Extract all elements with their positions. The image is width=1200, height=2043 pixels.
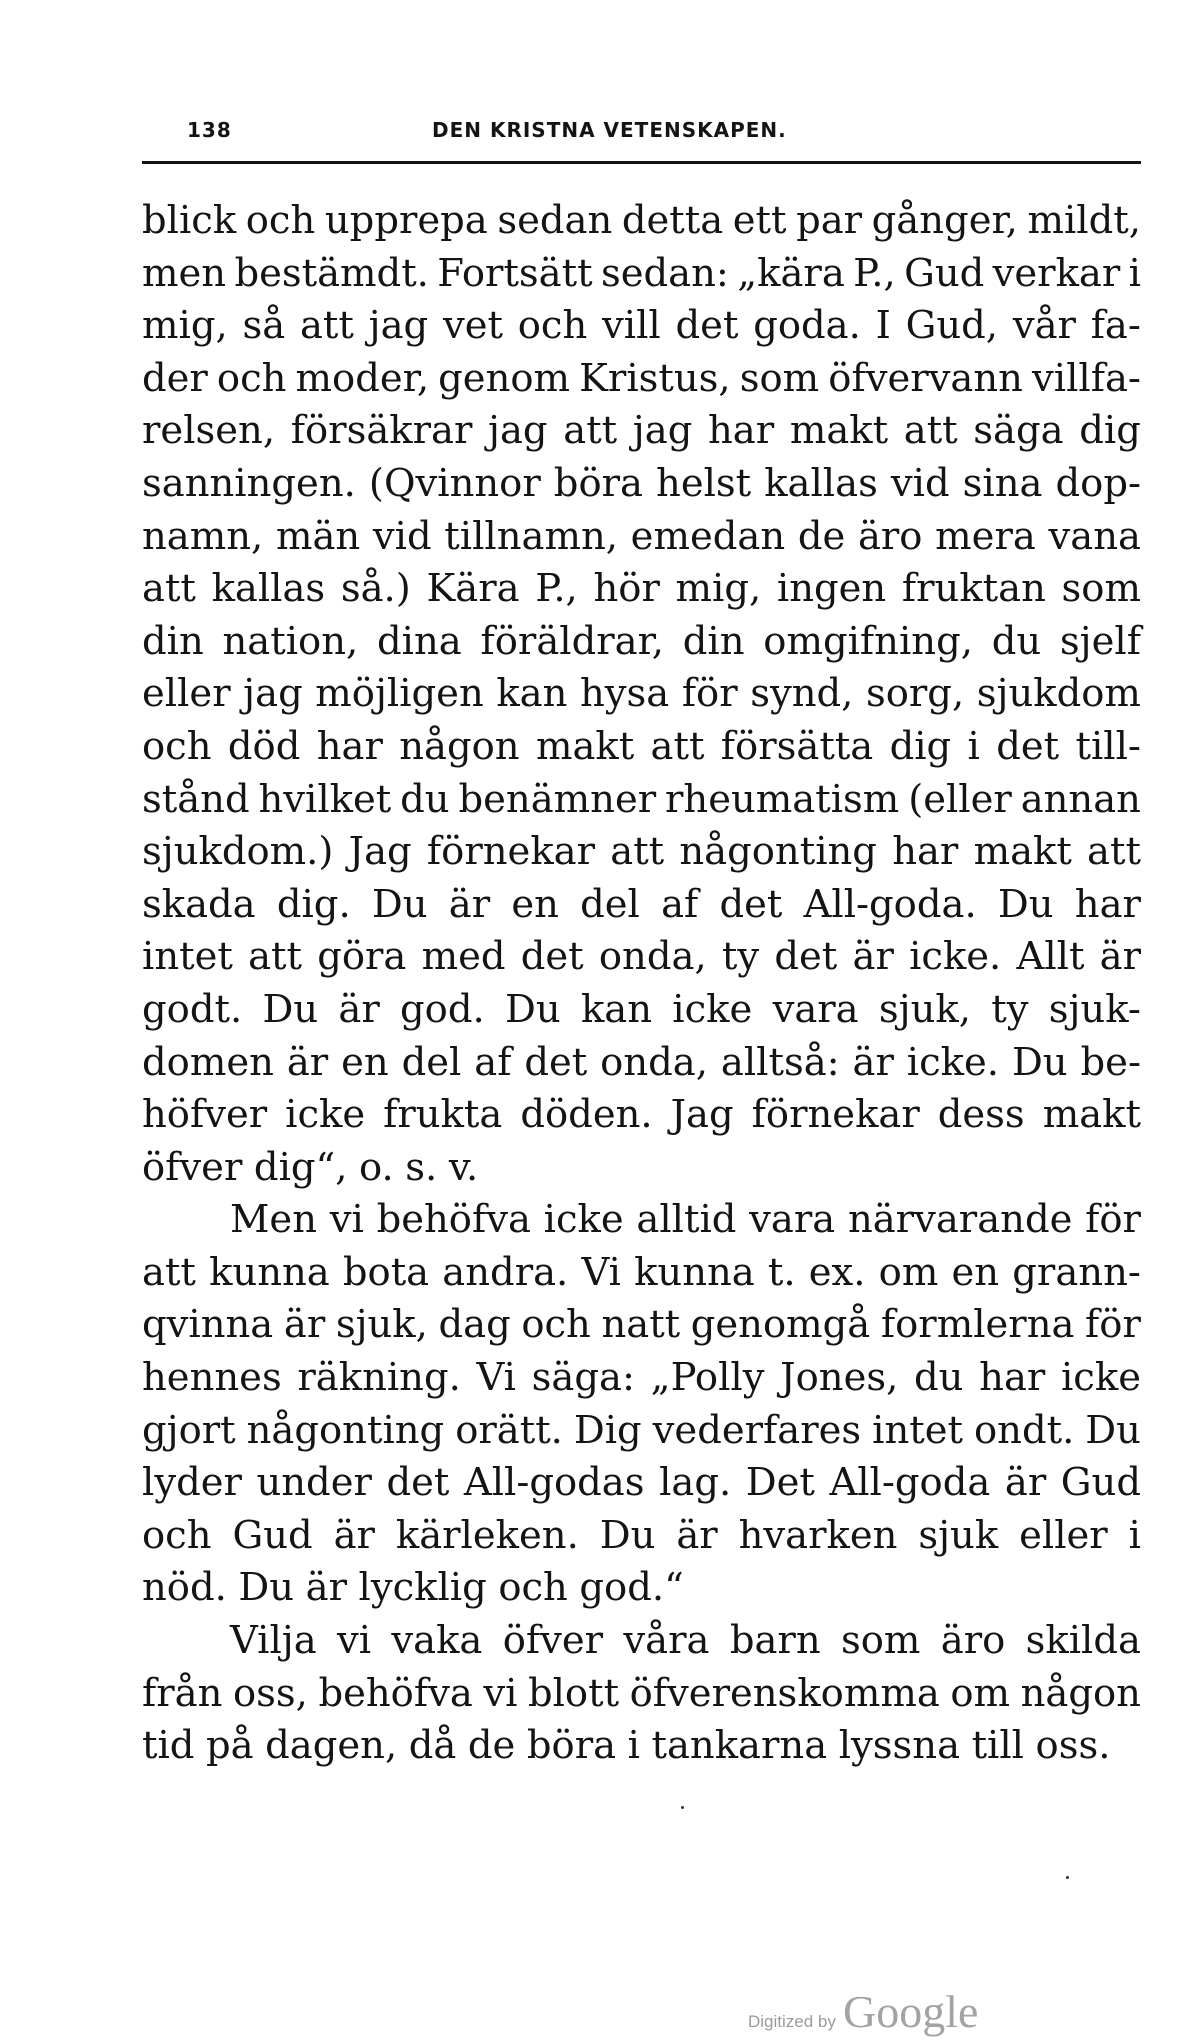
text-line: öfver dig“, o. s. v.	[142, 1144, 479, 1190]
text-line: eller jag möjligen kan hysa för synd, sorg, sjukdom	[142, 671, 1141, 717]
running-title: DEN KRISTNA VETENSKAPEN.	[432, 118, 787, 142]
text-line: från oss, behöfva vi blott öfverenskomma om någon	[142, 1670, 1141, 1716]
text-line: höfver icke frukta döden. Jag förnekar dess makt	[142, 1092, 1141, 1138]
watermark-brand: Google	[842, 1986, 979, 2037]
text-line: godt. Du är god. Du kan icke vara sjuk, ty sjuk-	[142, 986, 1141, 1032]
text-line: skada dig. Du är en del af det All-goda. Du har	[142, 881, 1141, 927]
text-line: relsen, försäkrar jag att jag har makt att säga dig	[142, 408, 1141, 454]
text-line: qvinna är sjuk, dag och natt genomgå formlerna för	[142, 1302, 1141, 1348]
text-line: namn, män vid tillnamn, emedan de äro mera vana	[142, 513, 1141, 559]
page-header	[142, 112, 1141, 152]
text-line: intet att göra med det onda, ty det är icke. Allt är	[142, 934, 1141, 980]
watermark-prefix: Digitized by	[748, 2012, 836, 2031]
scan-speck	[1066, 1876, 1069, 1879]
text-line: der och moder, genom Kristus, som öfvervann villfa-	[142, 355, 1141, 401]
scan-speck	[681, 1806, 684, 1809]
text-line: blick och upprepa sedan detta ett par gånger, mildt,	[142, 198, 1141, 243]
text-line: och Gud är kärleken. Du är hvarken sjuk eller i	[142, 1512, 1141, 1558]
text-line: stånd hvilket du benämner rheumatism (eller annan	[142, 776, 1141, 822]
body-text	[142, 195, 1141, 1773]
text-line: att kallas så.) Kära P., hör mig, ingen fruktan som	[142, 566, 1141, 612]
text-line: men bestämdt. Fortsätt sedan: „kära P., Gud verkar i	[142, 250, 1141, 296]
digitized-watermark	[748, 1985, 978, 2038]
text-line: sanningen. (Qvinnor böra helst kallas vid sina dop-	[142, 460, 1141, 506]
page-number: 138	[187, 118, 232, 142]
text-line: sjukdom.) Jag förnekar att någonting har makt att	[142, 829, 1141, 875]
text-line: mig, så att jag vet och vill det goda. I Gud, vår fa-	[142, 303, 1141, 349]
text-line: domen är en del af det onda, alltså: är icke. Du be-	[142, 1039, 1141, 1085]
text-line: nöd. Du är lycklig och god.“	[142, 1565, 684, 1611]
header-rule	[142, 161, 1141, 164]
text-line: hennes räkning. Vi säga: „Polly Jones, du har icke	[142, 1355, 1141, 1401]
text-line: din nation, dina föräldrar, din omgifning, du sjelf	[142, 618, 1141, 664]
text-line: att kunna bota andra. Vi kunna t. ex. om en grann-	[142, 1249, 1141, 1295]
text-line: gjort någonting orätt. Dig vederfares intet ondt. Du	[142, 1407, 1141, 1453]
text-line: tid på dagen, då de böra i tankarna lyssna till oss.	[142, 1723, 1111, 1769]
text-line: lyder under det All-godas lag. Det All-goda är Gud	[142, 1460, 1141, 1506]
text-line: Men vi behöfva icke alltid vara närvarande för	[230, 1197, 1141, 1243]
text-line: Vilja vi vaka öfver våra barn som äro skilda	[230, 1618, 1141, 1664]
text-line: och död har någon makt att försätta dig i det till-	[142, 723, 1141, 769]
